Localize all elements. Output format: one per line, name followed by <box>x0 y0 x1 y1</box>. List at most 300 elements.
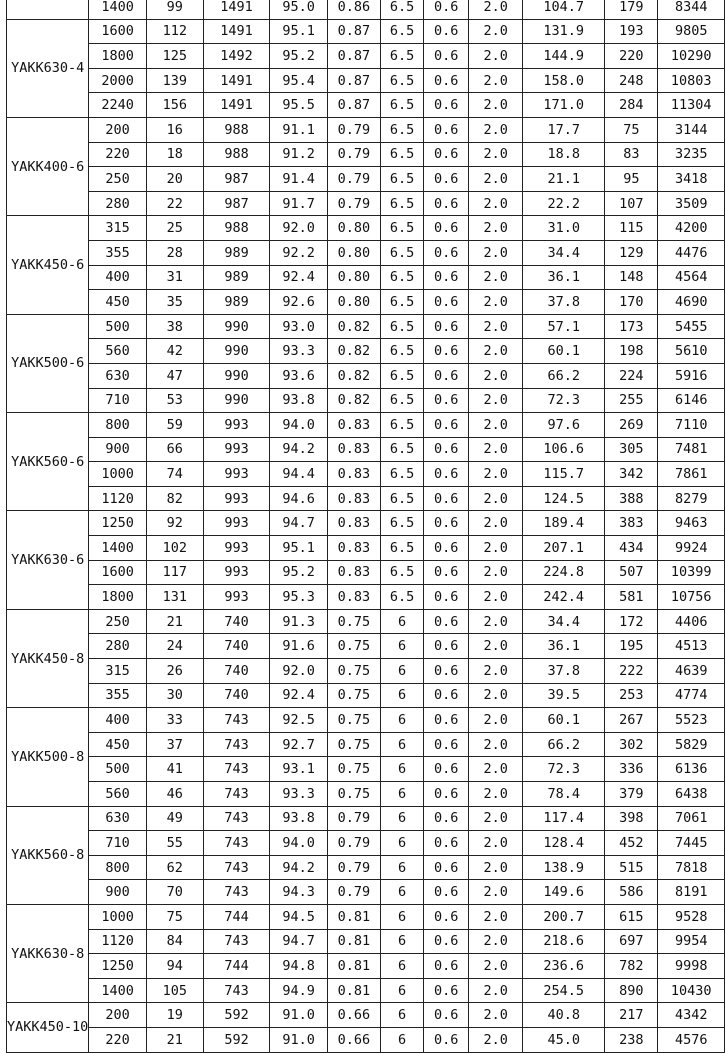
table-cell: 94.6 <box>270 486 328 511</box>
table-cell: 0.6 <box>424 117 469 142</box>
table-cell: 710 <box>89 388 147 413</box>
table-cell: 2000 <box>89 68 147 93</box>
table-row <box>7 486 725 511</box>
table-cell: 37.8 <box>523 659 605 684</box>
table-cell: 0.6 <box>424 683 469 708</box>
table-row <box>7 265 725 290</box>
table-cell: 0.6 <box>424 1003 469 1028</box>
table-cell: 242.4 <box>523 585 605 610</box>
table-cell: 2.0 <box>469 732 523 757</box>
table-cell: 6 <box>380 609 423 634</box>
table-cell: 207.1 <box>523 536 605 561</box>
table-cell: 0.80 <box>327 265 380 290</box>
table-row <box>7 93 725 118</box>
motor-spec-table <box>6 0 725 1053</box>
table-cell: 900 <box>89 880 147 905</box>
table-cell: 1800 <box>89 585 147 610</box>
table-cell: 0.6 <box>424 191 469 216</box>
table-cell: 6.5 <box>380 339 423 364</box>
table-cell: 91.0 <box>270 1027 328 1052</box>
model-cell: YAKK450-8 <box>7 609 89 707</box>
table-cell: 5610 <box>658 339 725 364</box>
table-cell: 2.0 <box>469 904 523 929</box>
table-cell: 379 <box>605 782 658 807</box>
table-cell: 238 <box>605 1027 658 1052</box>
table-cell: 284 <box>605 93 658 118</box>
table-cell: 4200 <box>658 216 725 241</box>
table-cell: 988 <box>203 142 270 167</box>
table-row <box>7 19 725 44</box>
table-cell: 0.6 <box>424 782 469 807</box>
table-cell: 0.6 <box>424 609 469 634</box>
table-cell: 6.5 <box>380 363 423 388</box>
table-row <box>7 191 725 216</box>
table-cell: 131.9 <box>523 19 605 44</box>
table-cell: 31 <box>146 265 203 290</box>
table-cell: 0.6 <box>424 634 469 659</box>
table-cell: 250 <box>89 167 147 192</box>
table-cell: 987 <box>203 191 270 216</box>
table-cell: 1800 <box>89 44 147 69</box>
model-cell: YAKK500-6 <box>7 314 89 412</box>
table-cell: 7061 <box>658 806 725 831</box>
table-cell: 0.6 <box>424 142 469 167</box>
table-cell: 0.82 <box>327 339 380 364</box>
table-cell: 989 <box>203 240 270 265</box>
table-cell: 0.6 <box>424 413 469 438</box>
table-cell: 42 <box>146 339 203 364</box>
table-cell: 255 <box>605 388 658 413</box>
table-cell: 0.6 <box>424 585 469 610</box>
table-cell: 2.0 <box>469 831 523 856</box>
table-cell: 355 <box>89 683 147 708</box>
table-cell: 0.75 <box>327 683 380 708</box>
table-cell: 18.8 <box>523 142 605 167</box>
table-cell: 388 <box>605 486 658 511</box>
table-cell: 1000 <box>89 462 147 487</box>
table-cell: 156 <box>146 93 203 118</box>
table-cell: 2.0 <box>469 437 523 462</box>
table-cell: 95.2 <box>270 44 328 69</box>
table-cell: 6 <box>380 929 423 954</box>
table-cell: 0.82 <box>327 388 380 413</box>
table-cell: 3418 <box>658 167 725 192</box>
table-cell: 47 <box>146 363 203 388</box>
table-row <box>7 437 725 462</box>
table-cell: 989 <box>203 290 270 315</box>
table-cell: 0.83 <box>327 536 380 561</box>
table-cell: 0.6 <box>424 732 469 757</box>
table-cell: 36.1 <box>523 634 605 659</box>
table-cell: 6.5 <box>380 413 423 438</box>
table-cell: 267 <box>605 708 658 733</box>
table-cell: 2.0 <box>469 1027 523 1052</box>
table-cell: 92.0 <box>270 659 328 684</box>
table-cell: 92.5 <box>270 708 328 733</box>
table-cell: 16 <box>146 117 203 142</box>
table-cell: 107 <box>605 191 658 216</box>
table-cell: 94 <box>146 954 203 979</box>
table-cell: 4476 <box>658 240 725 265</box>
table-cell: 94.2 <box>270 437 328 462</box>
table-cell: 6.5 <box>380 44 423 69</box>
table-cell: 78.4 <box>523 782 605 807</box>
table-cell: 3144 <box>658 117 725 142</box>
table-cell: 94.0 <box>270 413 328 438</box>
table-cell: 740 <box>203 634 270 659</box>
table-cell: 3509 <box>658 191 725 216</box>
table-cell: 2.0 <box>469 191 523 216</box>
table-cell: 6 <box>380 782 423 807</box>
table-cell: 220 <box>605 44 658 69</box>
table-cell: 2.0 <box>469 683 523 708</box>
table-row <box>7 511 725 536</box>
table-cell: 38 <box>146 314 203 339</box>
table-cell: 0.6 <box>424 19 469 44</box>
table-cell: 0.6 <box>424 167 469 192</box>
table-cell: 315 <box>89 216 147 241</box>
table-cell: 0.6 <box>424 954 469 979</box>
table-cell: 6 <box>380 757 423 782</box>
table-cell: 0.81 <box>327 904 380 929</box>
table-cell: 2.0 <box>469 511 523 536</box>
table-cell: 66.2 <box>523 732 605 757</box>
table-cell: 0.83 <box>327 437 380 462</box>
table-cell: 117 <box>146 560 203 585</box>
table-cell: 0.6 <box>424 314 469 339</box>
table-cell: 592 <box>203 1003 270 1028</box>
table-cell: 740 <box>203 609 270 634</box>
table-cell: 92 <box>146 511 203 536</box>
table-cell: 507 <box>605 560 658 585</box>
table-cell: 91.2 <box>270 142 328 167</box>
table-cell: 6 <box>380 634 423 659</box>
table-cell: 158.0 <box>523 68 605 93</box>
table-cell: 6.5 <box>380 437 423 462</box>
table-cell: 70 <box>146 880 203 905</box>
table-cell: 6146 <box>658 388 725 413</box>
table-cell: 2.0 <box>469 339 523 364</box>
table-cell: 148 <box>605 265 658 290</box>
table-cell: 2.0 <box>469 757 523 782</box>
table-cell: 4639 <box>658 659 725 684</box>
table-cell: 21 <box>146 1027 203 1052</box>
table-cell: 9998 <box>658 954 725 979</box>
table-cell: 2.0 <box>469 117 523 142</box>
table-cell: 2.0 <box>469 585 523 610</box>
table-row <box>7 339 725 364</box>
table-cell: 4513 <box>658 634 725 659</box>
table-cell: 198 <box>605 339 658 364</box>
table-cell: 2.0 <box>469 388 523 413</box>
table-cell: 0.83 <box>327 413 380 438</box>
table-cell: 99 <box>146 0 203 19</box>
table-cell: 2.0 <box>469 19 523 44</box>
table-cell: 0.81 <box>327 954 380 979</box>
table-row <box>7 831 725 856</box>
table-cell: 6.5 <box>380 240 423 265</box>
table-cell: 560 <box>89 339 147 364</box>
table-cell: 0.6 <box>424 659 469 684</box>
table-row <box>7 560 725 585</box>
table-row <box>7 732 725 757</box>
table-cell: 2.0 <box>469 560 523 585</box>
table-cell: 7861 <box>658 462 725 487</box>
table-cell: 0.6 <box>424 855 469 880</box>
table-cell: 0.81 <box>327 929 380 954</box>
table-cell: 355 <box>89 240 147 265</box>
table-cell: 280 <box>89 634 147 659</box>
table-cell: 11304 <box>658 93 725 118</box>
table-row <box>7 216 725 241</box>
table-cell: 2.0 <box>469 462 523 487</box>
table-cell: 10399 <box>658 560 725 585</box>
table-cell: 20 <box>146 167 203 192</box>
table-cell: 0.6 <box>424 757 469 782</box>
table-cell: 0.75 <box>327 659 380 684</box>
table-cell: 6.5 <box>380 216 423 241</box>
table-cell: 0.6 <box>424 93 469 118</box>
table-row <box>7 314 725 339</box>
table-cell: 93.3 <box>270 782 328 807</box>
table-cell: 94.9 <box>270 978 328 1003</box>
table-row <box>7 683 725 708</box>
table-cell: 1400 <box>89 536 147 561</box>
table-cell: 189.4 <box>523 511 605 536</box>
table-cell: 336 <box>605 757 658 782</box>
table-row <box>7 142 725 167</box>
table-cell: 0.6 <box>424 880 469 905</box>
table-cell: 92.0 <box>270 216 328 241</box>
table-row <box>7 1027 725 1052</box>
table-cell: 0.80 <box>327 240 380 265</box>
table-cell: 0.75 <box>327 732 380 757</box>
table-cell: 0.83 <box>327 585 380 610</box>
table-cell: 39.5 <box>523 683 605 708</box>
table-cell: 0.6 <box>424 831 469 856</box>
table-cell: 24 <box>146 634 203 659</box>
table-cell: 83 <box>605 142 658 167</box>
table-cell: 46 <box>146 782 203 807</box>
table-cell: 2.0 <box>469 1003 523 1028</box>
table-cell: 144.9 <box>523 44 605 69</box>
table-cell: 0.6 <box>424 536 469 561</box>
table-cell: 0.6 <box>424 462 469 487</box>
table-cell: 124.5 <box>523 486 605 511</box>
table-cell: 2.0 <box>469 167 523 192</box>
model-cell: YAKK400-6 <box>7 117 89 215</box>
table-cell: 990 <box>203 388 270 413</box>
table-cell: 6.5 <box>380 167 423 192</box>
table-row <box>7 806 725 831</box>
table-cell: 131 <box>146 585 203 610</box>
table-row <box>7 929 725 954</box>
table-cell: 6.5 <box>380 117 423 142</box>
table-cell: 3235 <box>658 142 725 167</box>
table-cell: 2.0 <box>469 413 523 438</box>
table-cell: 6 <box>380 831 423 856</box>
table-cell: 8344 <box>658 0 725 19</box>
table-cell: 800 <box>89 413 147 438</box>
table-cell: 6.5 <box>380 462 423 487</box>
table-cell: 0.80 <box>327 290 380 315</box>
table-cell: 988 <box>203 117 270 142</box>
table-cell: 0.79 <box>327 806 380 831</box>
model-cell <box>7 0 89 19</box>
table-cell: 105 <box>146 978 203 1003</box>
table-cell: 2.0 <box>469 978 523 1003</box>
table-cell: 6 <box>380 880 423 905</box>
table-cell: 697 <box>605 929 658 954</box>
table-cell: 138.9 <box>523 855 605 880</box>
table-cell: 0.87 <box>327 44 380 69</box>
table-cell: 92.7 <box>270 732 328 757</box>
table-cell: 2.0 <box>469 240 523 265</box>
table-cell: 6 <box>380 1003 423 1028</box>
table-cell: 0.6 <box>424 240 469 265</box>
table-row <box>7 167 725 192</box>
table-cell: 84 <box>146 929 203 954</box>
table-cell: 236.6 <box>523 954 605 979</box>
table-cell: 2.0 <box>469 536 523 561</box>
table-cell: 95 <box>605 167 658 192</box>
table-cell: 26 <box>146 659 203 684</box>
table-cell: 4576 <box>658 1027 725 1052</box>
model-cell: YAKK560-8 <box>7 806 89 904</box>
table-cell: 0.75 <box>327 757 380 782</box>
table-cell: 66 <box>146 437 203 462</box>
table-cell: 19 <box>146 1003 203 1028</box>
table-cell: 0.6 <box>424 363 469 388</box>
table-cell: 10803 <box>658 68 725 93</box>
table-cell: 128.4 <box>523 831 605 856</box>
table-row <box>7 904 725 929</box>
table-cell: 500 <box>89 757 147 782</box>
table-cell: 2.0 <box>469 708 523 733</box>
table-cell: 222 <box>605 659 658 684</box>
table-cell: 66.2 <box>523 363 605 388</box>
table-cell: 743 <box>203 732 270 757</box>
table-cell: 129 <box>605 240 658 265</box>
table-cell: 5829 <box>658 732 725 757</box>
table-cell: 6.5 <box>380 142 423 167</box>
table-cell: 91.3 <box>270 609 328 634</box>
table-cell: 2.0 <box>469 634 523 659</box>
table-row <box>7 0 725 19</box>
table-cell: 0.6 <box>424 437 469 462</box>
table-cell: 0.82 <box>327 363 380 388</box>
table-cell: 0.6 <box>424 806 469 831</box>
table-cell: 305 <box>605 437 658 462</box>
table-cell: 710 <box>89 831 147 856</box>
table-cell: 1491 <box>203 93 270 118</box>
table-cell: 6.5 <box>380 511 423 536</box>
table-cell: 34.4 <box>523 240 605 265</box>
table-cell: 0.6 <box>424 339 469 364</box>
table-cell: 0.83 <box>327 486 380 511</box>
table-cell: 0.79 <box>327 855 380 880</box>
table-cell: 2.0 <box>469 363 523 388</box>
table-cell: 93.0 <box>270 314 328 339</box>
table-cell: 171.0 <box>523 93 605 118</box>
table-cell: 6 <box>380 978 423 1003</box>
table-cell: 93.8 <box>270 388 328 413</box>
table-cell: 224 <box>605 363 658 388</box>
table-cell: 993 <box>203 536 270 561</box>
table-row <box>7 536 725 561</box>
table-cell: 1492 <box>203 44 270 69</box>
table-cell: 452 <box>605 831 658 856</box>
table-cell: 5916 <box>658 363 725 388</box>
table-cell: 615 <box>605 904 658 929</box>
table-cell: 800 <box>89 855 147 880</box>
table-cell: 1491 <box>203 0 270 19</box>
table-cell: 398 <box>605 806 658 831</box>
table-row <box>7 954 725 979</box>
table-cell: 990 <box>203 363 270 388</box>
table-cell: 40.8 <box>523 1003 605 1028</box>
table-cell: 9528 <box>658 904 725 929</box>
table-cell: 2.0 <box>469 880 523 905</box>
table-cell: 95.1 <box>270 19 328 44</box>
table-cell: 193 <box>605 19 658 44</box>
table-row <box>7 634 725 659</box>
table-cell: 200.7 <box>523 904 605 929</box>
table-cell: 5455 <box>658 314 725 339</box>
table-cell: 0.6 <box>424 0 469 19</box>
table-row <box>7 659 725 684</box>
table-cell: 224.8 <box>523 560 605 585</box>
table-cell: 149.6 <box>523 880 605 905</box>
table-cell: 92.6 <box>270 290 328 315</box>
table-cell: 993 <box>203 486 270 511</box>
table-cell: 743 <box>203 929 270 954</box>
table-cell: 115.7 <box>523 462 605 487</box>
model-cell: YAKK560-6 <box>7 413 89 511</box>
table-row <box>7 855 725 880</box>
table-cell: 2.0 <box>469 855 523 880</box>
table-cell: 248 <box>605 68 658 93</box>
table-cell: 1250 <box>89 954 147 979</box>
table-cell: 5523 <box>658 708 725 733</box>
table-cell: 515 <box>605 855 658 880</box>
table-cell: 31.0 <box>523 216 605 241</box>
table-cell: 95.1 <box>270 536 328 561</box>
table-row <box>7 708 725 733</box>
model-cell: YAKK500-8 <box>7 708 89 806</box>
table-cell: 0.86 <box>327 0 380 19</box>
table-cell: 0.6 <box>424 929 469 954</box>
table-row <box>7 68 725 93</box>
table-cell: 139 <box>146 68 203 93</box>
table-cell: 993 <box>203 585 270 610</box>
table-cell: 6.5 <box>380 191 423 216</box>
table-cell: 60.1 <box>523 708 605 733</box>
table-cell: 0.83 <box>327 560 380 585</box>
table-row <box>7 117 725 142</box>
table-cell: 115 <box>605 216 658 241</box>
table-cell: 1600 <box>89 19 147 44</box>
table-cell: 4690 <box>658 290 725 315</box>
table-cell: 2.0 <box>469 265 523 290</box>
table-row <box>7 609 725 634</box>
table-cell: 2.0 <box>469 0 523 19</box>
table-cell: 0.75 <box>327 609 380 634</box>
table-cell: 2.0 <box>469 290 523 315</box>
table-body <box>7 0 725 1052</box>
table-cell: 91.4 <box>270 167 328 192</box>
table-cell: 91.1 <box>270 117 328 142</box>
